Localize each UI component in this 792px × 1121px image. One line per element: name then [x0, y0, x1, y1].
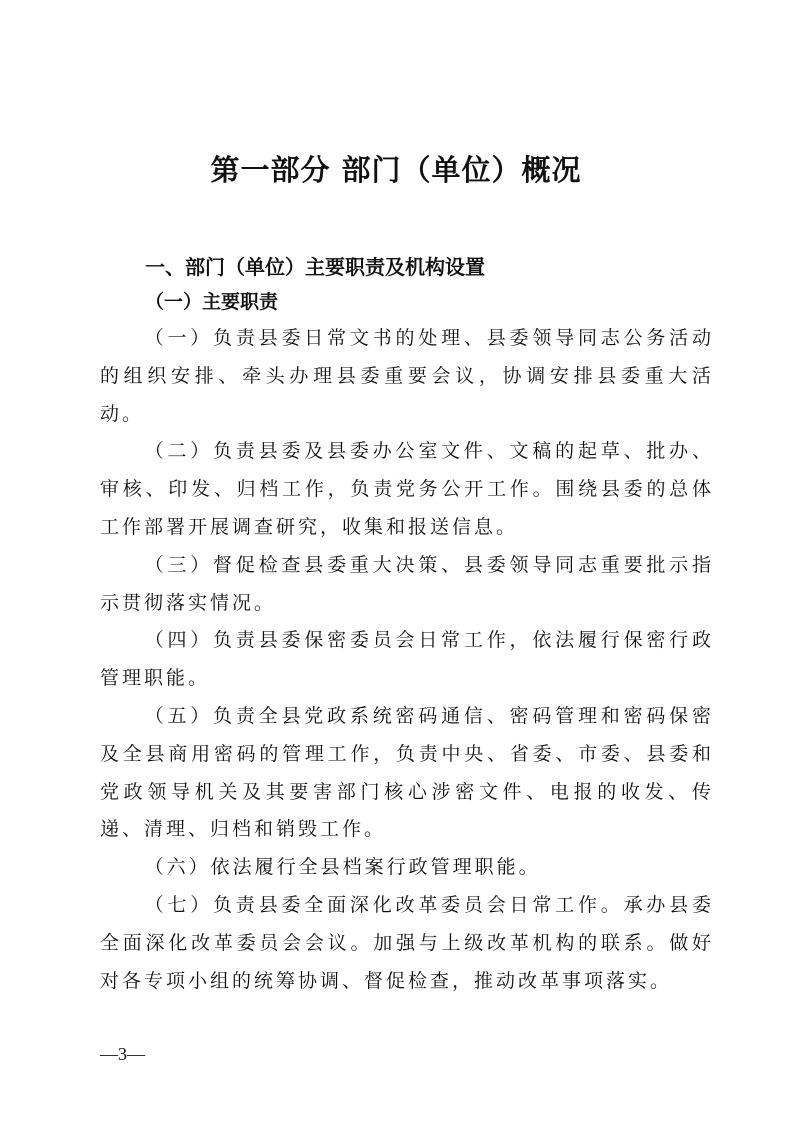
paragraph-5: （五）负责全县党政系统密码通信、密码管理和密码保密及全县商用密码的管理工作，负责中央、省委、市委、县委和党政领导机关及其要害部门核心涉密文件、电报的收发、传递、清理、归档和销毁工作。 — [100, 704, 714, 841]
section-heading: 一、部门（单位）主要职责及机构设置 — [145, 255, 485, 279]
paragraph-3: （三）督促检查县委重大决策、县委领导同志重要批示指示贯彻落实情况。 — [100, 553, 714, 614]
paragraph-6: （六）依法履行全县档案行政管理职能。 — [144, 856, 541, 879]
subsection-heading: （一）主要职责 — [145, 291, 279, 313]
paragraph-4: （四）负责县委保密委员会日常工作，依法履行保密行政管理职能。 — [100, 629, 714, 690]
page-number: —3— — [100, 1044, 145, 1064]
paragraph-7: （七）负责县委全面深化改革委员会日常工作。承办县委全面深化改革委员会会议。加强与上级改革机构的联系。做好对各专项小组的统筹协调、督促检查，推动改革事项落实。 — [100, 893, 714, 992]
paragraph-2: （二）负责县委及县委办公室文件、文稿的起草、批办、审核、印发、归档工作，负责党务公开工作。围绕县委的总体工作部署开展调查研究，收集和报送信息。 — [100, 440, 714, 538]
paragraph-1: （一）负责县委日常文书的处理、县委领导同志公务活动的组织安排、牵头办理县委重要会议，协调安排县委重大活动。 — [100, 327, 714, 425]
body-text — [100, 320, 714, 1000]
page-title: 第一部分 部门（单位）概况 — [210, 153, 582, 187]
